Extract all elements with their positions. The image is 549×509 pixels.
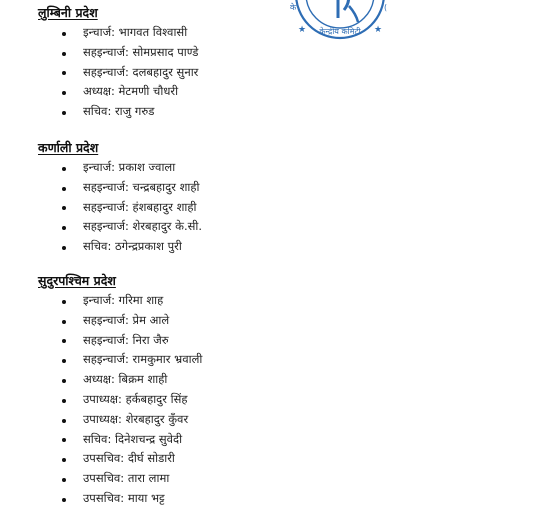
bullet-icon xyxy=(62,379,66,383)
province-section-lumbini xyxy=(38,5,198,122)
list-item: उपाध्यक्ष: शेरबहादुर कुँवर xyxy=(38,410,202,430)
bullet-icon xyxy=(62,91,66,95)
list-item: उपसचिव: दीर्घ सोडारी xyxy=(38,449,202,469)
list-item: सहइन्चार्ज: सोमप्रसाद पाण्डे xyxy=(38,43,198,63)
province-heading: कर्णाली प्रदेश xyxy=(38,140,99,155)
list-item: उपाध्यक्ष: हर्कबहादुर सिंह xyxy=(38,390,202,410)
bullet-icon xyxy=(62,478,66,482)
list-item: सहइन्चार्ज: दलबहादुर सुनार xyxy=(38,63,198,83)
svg-text:(: ( xyxy=(384,3,388,12)
list-item: सहइन्चार्ज: चन्द्रबहादुर शाही xyxy=(38,178,202,198)
svg-text:के: के xyxy=(290,3,297,12)
list-item: इन्चार्ज: गरिमा शाह xyxy=(38,291,202,311)
bullet-icon xyxy=(62,167,66,171)
bullet-icon xyxy=(62,359,66,363)
svg-text:★: ★ xyxy=(298,25,307,35)
bullet-icon xyxy=(62,71,66,75)
list-item: उपसचिव: तारा लामा xyxy=(38,469,202,489)
logo-text: केन्द्रीय कमिटी xyxy=(319,27,361,36)
bullet-icon xyxy=(62,399,66,403)
bullet-icon xyxy=(62,300,66,304)
bullet-icon xyxy=(62,226,66,230)
bullet-icon xyxy=(62,498,66,502)
svg-text:★: ★ xyxy=(374,25,383,35)
province-heading: सुदुरपश्चिम प्रदेश xyxy=(38,273,116,288)
list-item: सहइन्चार्ज: हंशबहादुर शाही xyxy=(38,198,202,218)
member-list xyxy=(38,23,198,122)
bullet-icon xyxy=(62,206,66,210)
bullet-icon xyxy=(62,111,66,115)
list-item: सहइन्चार्ज: रामकुमार भ्रवाली xyxy=(38,350,202,370)
list-item: सहइन्चार्ज: शेरबहादुर के.सी. xyxy=(38,217,202,237)
bullet-icon xyxy=(62,419,66,423)
member-list xyxy=(38,291,202,509)
bullet-icon xyxy=(62,246,66,250)
list-item: अध्यक्ष: बिक्रम शाही xyxy=(38,370,202,390)
list-item: अध्यक्ष: मेटमणी चौधरी xyxy=(38,82,198,102)
list-item: सहइन्चार्ज: निरा जैरु xyxy=(38,331,202,351)
province-section-karnali xyxy=(38,140,202,257)
bullet-icon xyxy=(62,320,66,324)
bullet-icon xyxy=(62,187,66,191)
party-emblem-icon xyxy=(286,0,394,40)
list-item: सचिव: ठगेन्द्रप्रकाश पुरी xyxy=(38,237,202,257)
list-item: सहइन्चार्ज: प्रेम आले xyxy=(38,311,202,331)
list-item: इन्चार्ज: प्रकाश ज्वाला xyxy=(38,158,202,178)
bullet-icon xyxy=(62,32,66,36)
list-item: इन्चार्ज: भागवत विश्वासी xyxy=(38,23,198,43)
bullet-icon xyxy=(62,52,66,56)
list-item: सचिव: दिनेशचन्द्र सुवेदी xyxy=(38,430,202,450)
list-item: उपसचिव: माया भट्ट xyxy=(38,489,202,509)
bullet-icon xyxy=(62,458,66,462)
province-section-sudurpaschim xyxy=(38,273,202,509)
bullet-icon xyxy=(62,438,66,442)
list-item: सचिव: राजु गरुड xyxy=(38,102,198,122)
bullet-icon xyxy=(62,339,66,343)
province-heading: लुम्बिनी प्रदेश xyxy=(38,5,98,20)
member-list xyxy=(38,158,202,257)
